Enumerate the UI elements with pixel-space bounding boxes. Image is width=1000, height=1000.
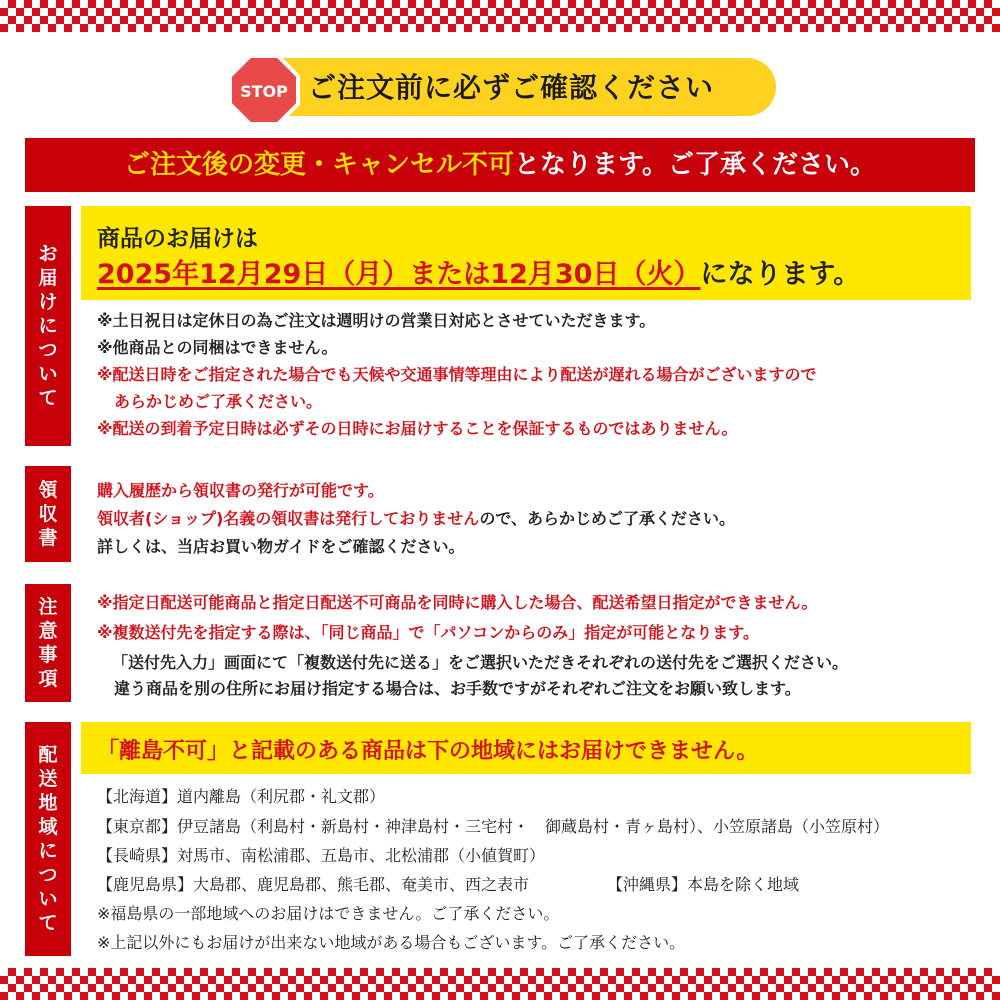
delivery-date-line — [97, 252, 860, 291]
notice-line-1: ※指定日配送可能商品と指定日配送不可商品を同時に購入した場合、配送希望日指定ができません。 — [97, 593, 818, 612]
side-label-delivery — [25, 206, 71, 446]
receipt-line-2-red: 領収者(ショップ)名義の領収書は発行しておりません — [97, 509, 480, 528]
stop-sign-text: STOP — [240, 82, 288, 101]
delivery-note-4: ※配送の到着予定日時は必ずその日時にお届けすることを保証するものではありません。 — [97, 419, 738, 438]
side-label-delivery-text: お 届 け に つ い て — [38, 243, 58, 409]
area-note-fukushima: ※福島県の一部地域へのお届けはできません。ご了承ください。 — [97, 904, 560, 923]
notice-line-2: ※複数送付先を指定する際は、「同じ商品」で「パソコンからのみ」指定が可能となります。 — [97, 623, 759, 642]
delivery-date: 2025年12月29日（月）または12月30日（火） — [97, 259, 701, 290]
delivery-note-2: ※他商品との同梱はできません。 — [97, 338, 338, 357]
area-line-kagoshima: 【鹿児島県】大島郡、鹿児島郡、熊毛郡、奄美市、西之表市 — [97, 875, 530, 894]
banner-rest: となります。ご了承ください。 — [514, 150, 876, 180]
receipt-line-1: 購入履歴から領収書の発行が可能です。 — [97, 481, 384, 500]
no-cancel-banner — [25, 138, 975, 192]
side-label-area — [25, 722, 71, 956]
delivery-note-3: ※配送日時をご指定された場合でも天候や交通事情等理由により配送が遅れる場合がございますので — [97, 365, 817, 384]
banner-highlight: ご注文後の変更・キャンセル不可 — [124, 150, 515, 180]
side-label-area-text: 配 送 地 域 に つ い て — [38, 744, 58, 934]
delivery-intro: 商品のお届けは — [97, 226, 258, 252]
area-line-nagasaki: 【長崎県】対馬市、南松浦郡、五島市、北松浦郡（小値賀町） — [97, 846, 546, 865]
area-line-tokyo: 【東京都】伊豆諸島（利島村・新島村・神津島村・三宅村・ 御蔵島村・青ヶ島村）、小笠原諸島（小笠原村） — [97, 817, 890, 836]
receipt-line-3: 詳しくは、当店お買い物ガイドをご確認ください。 — [97, 537, 465, 556]
receipt-line-2 — [97, 506, 735, 529]
header — [226, 52, 776, 122]
checker-border-top — [0, 0, 1000, 32]
area-note-other: ※上記以外にもお届けが出来ない地域がある場合もございます。ご了承ください。 — [97, 933, 686, 952]
area-headline: 「離島不可」と記載のある商品は下の地域にはお届けできません。 — [97, 739, 759, 764]
notice-line-3: 「送付先入力」画面にて「複数送付先に送る」をご選択いただきそれぞれの送付先をご選択ください。 — [112, 653, 849, 672]
notice-line-4: 違う商品を別の住所にお届け指定する場合は、お手数ですがそれぞれご注文をお願い致します。 — [114, 679, 801, 698]
checker-border-bottom — [0, 968, 1000, 1000]
side-label-receipt — [25, 466, 71, 562]
side-label-notice-text: 注 意 事 項 — [38, 596, 58, 690]
area-line-okinawa: 【沖縄県】本島を除く地域 — [607, 875, 800, 894]
delivery-note-1: ※土日祝日は定休日の為ご注文は週明けの営業日対応とさせていただきます。 — [97, 311, 656, 330]
delivery-note-3-cont: あらかじめご了承ください。 — [114, 392, 323, 411]
header-title: ご注文前に必ずご確認ください — [308, 71, 715, 104]
delivery-date-suffix: になります。 — [700, 259, 861, 290]
side-label-notice — [25, 584, 71, 702]
receipt-line-2-dark: ので、あらかじめご了承ください。 — [479, 509, 735, 528]
area-line-hokkaido: 【北海道】道内離島（利尻郡・礼文郡） — [97, 787, 386, 806]
side-label-receipt-text: 領 収 書 — [38, 479, 58, 549]
stop-sign-icon — [226, 52, 302, 128]
